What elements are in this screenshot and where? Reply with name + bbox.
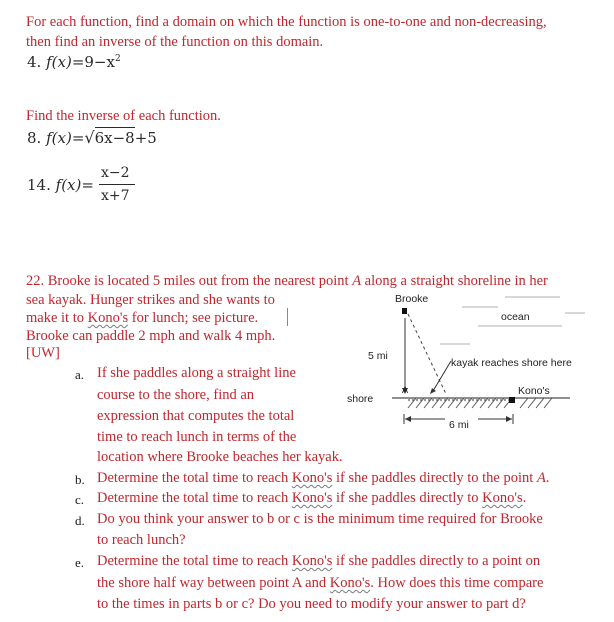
point-variable: A [536,470,546,486]
text-run: for lunch; see picture. [128,310,259,326]
list-marker: c. [75,492,85,507]
text-run: . [545,470,550,486]
konos-marker [509,397,515,403]
place-name: Kono's [291,470,333,486]
point-variable: A [352,273,362,289]
arrowhead-icon [405,416,411,422]
konos-label: Kono's [518,385,550,397]
text-run: if she paddles directly to the point [332,470,537,486]
problem-22-line: sea kayak. Hunger strikes and she wants to [26,292,275,308]
function-rhs: =9−x [71,53,115,71]
six-mile-label: 6 mi [449,419,469,431]
part-a-line: expression that computes the total [97,408,295,424]
problem-number: 8. [27,129,42,147]
text-run: Determine the total time to reach [97,470,292,486]
place-name: Kono's [482,490,523,506]
fraction-denominator: x+7 [101,188,130,204]
list-marker: b. [75,472,85,487]
fraction-numerator: x−2 [101,165,130,181]
place-name: Kono's [87,310,129,326]
list-marker: d. [75,513,85,528]
text-run: along a straight shoreline in her [361,273,548,289]
part-d-line: to reach lunch? [97,532,186,548]
text-run: . [522,490,527,506]
text-run: 22. Brooke is located 5 miles out from the nearest point [26,273,353,289]
place-name: Kono's [291,553,333,569]
function-lhs: f(x) [46,53,72,71]
text-run: Determine the total time to reach [97,490,292,506]
problem-number: 4. [27,53,42,71]
text-run: if she paddles directly to [332,490,483,506]
part-a-line: course to the shore, find an [97,387,255,403]
part-a-line: time to reach lunch in terms of the [97,429,297,445]
shore-label: shore [347,393,374,405]
sqrt-sign: √ [84,128,95,147]
function-tail: +5 [134,129,157,147]
text-run: the shore half way between point A and [97,575,330,591]
part-e-line: to the times in parts b or c? Do you need to modify your answer to part d? [97,596,526,612]
five-mile-label: 5 mi [368,350,388,362]
arrowhead-icon [506,416,512,422]
instruction-line: then find an inverse of the function on this domain. [26,34,324,50]
text-run: . How does this time compare [370,575,544,591]
arrowhead-icon [430,388,436,394]
function-lhs: f(x) [55,176,82,194]
text-run: make it to [26,310,88,326]
list-marker: a. [75,367,85,382]
text-run: Determine the total time to reach [97,553,292,569]
equals-sign: = [81,176,94,194]
kayak-reaches-label: kayak reaches shore here [451,357,572,369]
list-marker: e. [75,555,85,570]
instruction-line: Find the inverse of each function. [26,108,221,124]
point-a-label: A [402,385,409,395]
instruction-line: For each function, find a domain on which the function is one-to-one and non-decreasing, [26,14,547,30]
function-lhs: f(x) [46,129,72,147]
exponent: 2 [114,54,121,64]
brooke-label: Brooke [395,293,429,305]
part-d-line: Do you think your answer to b or c is the minimum time required for Brooke [97,511,543,527]
ocean-label: ocean [501,311,530,323]
equals-sign: = [71,129,85,147]
place-name: Kono's [291,490,333,506]
part-a-line: location where Brooke beaches her kayak. [97,449,343,465]
problem-22-line: Brooke can paddle 2 mph and walk 4 mph. [26,328,276,344]
part-a-line: If she paddles along a straight line [97,365,296,381]
problem-number: 14. [27,176,51,194]
text-run: if she paddles directly to a point on [332,553,541,569]
brooke-marker [402,308,407,314]
radicand: 6x−8 [94,129,135,147]
place-name: Kono's [329,575,371,591]
problem-22-line: [UW] [26,345,60,361]
kayak-path [408,314,446,394]
